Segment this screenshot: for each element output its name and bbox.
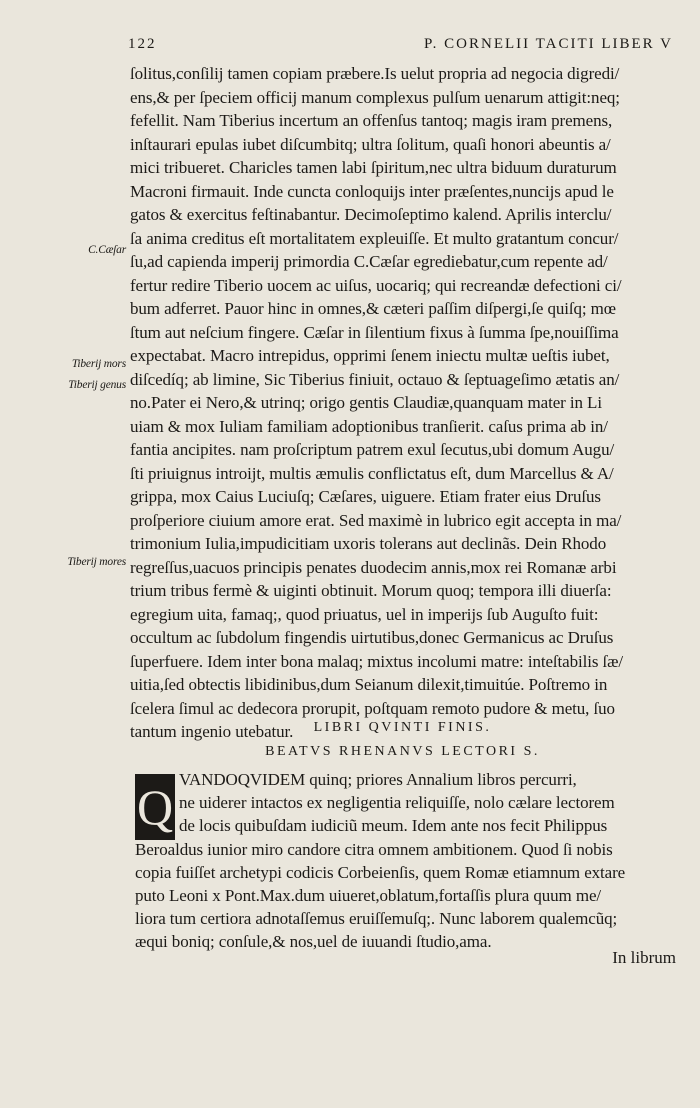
epistle-line: de locis quibuſdam iudiciũ meum. Idem ante nos fecit Philippus xyxy=(179,816,608,836)
text-line: egregium uita, famaq;, quod priuatus, uel in imperijs ſub Auguſto fuit: xyxy=(130,604,599,624)
text-line: ſcelera ſimul ac dedecora prorupit, poſtquam remoto pudore & metu, ſuo xyxy=(130,698,615,718)
epistle-line: copia fuiſſet archetypi codicis Corbeienſis, quem Romæ etiamnum extare xyxy=(135,862,626,882)
text-line: trimonium Iulia,impudicitiam uxoris tolerans aut declinãs. Dein Rhodo xyxy=(130,534,607,553)
text-line: inſtaurari epulas iubet diſcumbitq; ultra ſolitum, quaſi honori abeuntis a/ xyxy=(130,134,611,154)
text-line: diſcedíq; ab limine, Sic Tiberius finiuit, octauo & ſeptuageſimo ætatis an/ xyxy=(130,369,620,389)
page-header xyxy=(128,36,673,58)
catchword: In librum xyxy=(612,948,676,967)
text-line: ens,& per ſpeciem officij manum complexus pulſum uenarum attigit:neq; xyxy=(130,87,620,107)
epistle-line: ne uiderer intactos ex negligentia reliquiſſe, nolo cælare lectorem xyxy=(179,793,615,813)
text-line: fantia ancipites. nam proſcriptum patrem exul ſecutus,ubi domum Augu/ xyxy=(130,440,615,459)
text-line: bum adferret. Pauor hinc in omnes,& cæteri paſſim diſpergi,ſe quiſq; mœ xyxy=(130,299,616,318)
epistle-line: puto Leoni x Pont.Max.dum uiueret,oblatum,fortaſſis plura quum me/ xyxy=(135,885,602,905)
page-number: 122 xyxy=(128,36,157,52)
text-line: gatos & exercitus feſtinabantur. Decimoſeptimo kalend. Aprilis interclu/ xyxy=(130,205,612,224)
text-line: mici tribueret. Charicles tamen labi ſpiritum,nec ultra biduum duraturum xyxy=(130,158,617,177)
text-line: grippa, mox Caius Luciuſq; Cæſares, uiguere. Etiam frater eius Druſus xyxy=(130,487,601,506)
epistle-text-block xyxy=(135,768,675,954)
book-end-colophon: LIBRI QVINTI FINIS. xyxy=(313,720,492,735)
text-line: ſolitus,conſilij tamen copiam præbere.Is uelut propria ad negocia digredi/ xyxy=(130,64,620,83)
text-line: proſperiore ciuium amore erat. Sed maximè in lubrico egit accepta in ma/ xyxy=(130,510,622,530)
epistle-line: æqui boniq; conſule,& nos,uel de iuuandi ſtudio,ama. xyxy=(135,932,492,952)
text-line: ſuperfuere. Idem inter bona malaq; mixtus incolumi matre: inteſtabilis ſæ/ xyxy=(130,651,624,671)
epistle-line: Beroaldus iunior miro candore citra omnem ambitionem. Quod ſi nobis xyxy=(135,839,613,859)
margin-note-tiberius-death: Tiberij mors xyxy=(71,358,126,370)
text-line: regreſſus,uacuos principis penates duodecim annis,mox rei Romanæ arbi xyxy=(130,557,617,577)
decorated-initial: Q xyxy=(135,774,175,840)
text-line: tantum ingenio utebatur. xyxy=(130,722,294,741)
running-title: P. CORNELII TACITI LIBER V xyxy=(424,36,673,52)
text-line: ſti priuignus introijt, multis æmulis conflictatus eſt, dum Marcellus & A/ xyxy=(130,463,614,483)
text-line: ſu,ad capienda imperij primordia C.Cæſar egrediebatur,cum repente ad/ xyxy=(130,252,608,271)
text-line: fertur redire Tiberio uocem ac uiſus, uocariq; qui recreandæ defectioni ci/ xyxy=(130,275,622,295)
text-line: Macroni firmauit. Inde cuncta conloquijs inter præſentes,nuncijs apud le xyxy=(130,181,614,201)
epistle-line: VANDOQVIDEM quinq; priores Annalium libros percurri, xyxy=(179,770,577,789)
text-line: no.Pater ei Nero,& utrinq; origo gentis Claudiæ,quanquam mater in Li xyxy=(130,393,602,412)
text-line: expectabat. Macro intrepidus, opprimi ſenem iniectu multæ ueſtis iubet, xyxy=(130,346,610,365)
text-line: trium tribus fermè & uiginti obtinuit. Morum quoq; tempora illi diuerſa: xyxy=(130,581,612,600)
text-line: ſtum aut neſcium fingere. Cæſar in ſilentium fixus à ſumma ſpe,nouiſſima xyxy=(130,322,619,342)
text-line: fefellit. Nam Tiberius incertum an offenſus tantoq; magis iram premens, xyxy=(130,111,613,130)
main-text-block xyxy=(130,62,675,744)
text-line: uiam & mox Iuliam familiam adoptionibus tranſierit. caſus prima ab in/ xyxy=(130,416,608,436)
epistle-heading: BEATVS RHENANVS LECTORI S. xyxy=(265,744,540,759)
margin-note-tiberius-character: Tiberij mores xyxy=(67,556,126,568)
text-line: occultum ac ſubdolum fingendis uirtutibus,donec Germanicus ac Druſus xyxy=(130,628,614,647)
epistle-line: liora tum certiora adnotaſſemus eruiſſemuſq;. Nunc laborem qualemcũq; xyxy=(135,909,618,929)
margin-note-tiberius-lineage: Tiberij genus xyxy=(68,379,126,391)
text-line: ſa anima creditus eſt mortalitatem expleuiſſe. Et multo gratantum concur/ xyxy=(130,228,619,248)
margin-note-caesar: C.Cæſar xyxy=(88,244,126,256)
text-line: uitia,ſed obtectis libidinibus,dum Seianum dilexit,timuitúe. Poſtremo in xyxy=(130,675,608,694)
